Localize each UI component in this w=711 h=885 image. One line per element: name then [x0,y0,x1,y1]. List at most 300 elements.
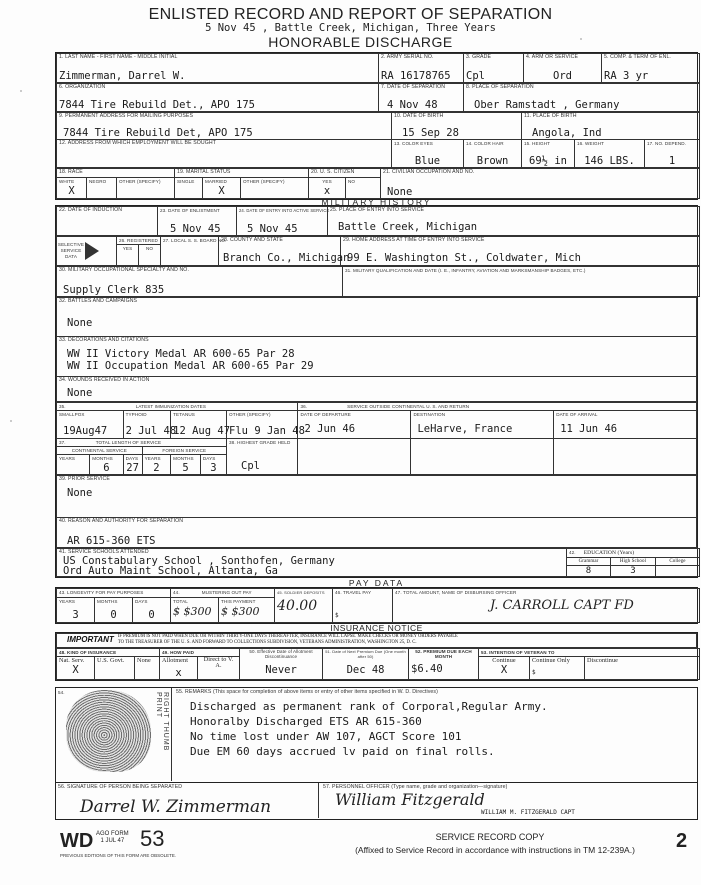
race-white-mark: X [68,184,75,197]
intention-discontinue [585,657,700,680]
race-other [117,177,175,198]
field-height [522,140,575,168]
service-outside-blank-3 [554,439,697,475]
label: YEARS [144,456,161,461]
label: 56. SIGNATURE OF PERSON BEING SEPARATED [58,784,183,790]
smallpox-value: 19Aug47 [63,425,108,437]
longevity-years [57,597,95,623]
scan-speck [20,90,22,92]
field-highest-grade [227,439,298,475]
separation-date-value: 4 Nov 48 [387,99,438,111]
field-grade [464,54,524,83]
insurance-us-govt [95,657,135,680]
soldier-deposits-value: 40.00 [277,598,318,614]
weight-value: 146 LBS. [584,155,635,167]
premium-due-value: $6.40 [411,663,443,675]
typhoid-value: 2 Jul 48 [125,425,177,437]
obsolete-notice: PREVIOUS EDITIONS OF THIS FORM ARE OBSOLETE. [60,853,177,858]
label: TOTAL [173,598,188,604]
copy-label: SERVICE RECORD COPY [435,832,545,842]
pay-data-heading: PAY DATA [348,578,405,588]
field-wounds [57,377,697,402]
mos-value: Supply Clerk 835 [63,284,165,296]
race-header [57,169,175,178]
field-hair [464,140,522,168]
remarks-line-3: No time lost under AW 107, AGCT Score 101 [190,730,462,743]
foreign-months-value: 5 [182,462,189,474]
label: OTHER (SPECIFY) [119,178,161,184]
field-travel-pay [333,589,393,623]
departure-value: 2 Jun 46 [304,423,356,435]
intention-continue [479,657,530,680]
grammar-value: 8 [585,566,592,576]
kind-insurance-header [57,649,160,657]
dependents-value: 1 [668,155,676,167]
label: 24. DATE OF ENTRY INTO ACTIVE SERVICE [239,208,330,213]
label: Allotment [162,657,189,664]
label: DATE OF DEPARTURE [300,412,351,417]
label: NO [348,178,356,184]
field-weight [575,140,645,168]
remarks-section [55,687,698,783]
how-paid-direct [198,657,240,680]
label: FOREIGN SERVICE [162,448,207,453]
field-soldier-deposits [275,589,333,623]
label: MONTHS [92,456,113,461]
field-departure [298,411,411,439]
label: 12. ADDRESS FROM WHICH EMPLOYMENT WILL BE SOUGHT [59,140,216,146]
label: 16. WEIGHT [577,141,605,146]
longevity-days-value: 0 [148,608,155,621]
label: 11. PLACE OF BIRTH [524,113,577,119]
foreign-header [142,447,226,455]
education-college [656,558,700,566]
registered-yes [117,245,139,266]
field-date-separation [379,84,464,112]
label: 3. GRADE [466,54,492,60]
hair-value: Brown [476,155,509,167]
field-destination [411,411,554,439]
continental-days [123,455,142,475]
field-premium-due [409,649,479,680]
label: WHITE [59,178,75,184]
label: MONTHS [97,598,118,604]
separation-place-value: Ober Ramstadt , Germany [474,99,620,111]
immunization-header [57,403,298,411]
label: 35. [59,404,66,409]
field-other-immunization [227,411,305,439]
other-immunization-value: Flu 9 Jan 48 [229,425,305,437]
arm-value: Ord [553,70,572,82]
important-label: IMPORTANT [67,635,114,644]
place-entry-value: Battle Creek, Michigan [338,221,478,233]
label: 33. DECORATIONS AND CITATIONS [59,337,149,343]
label: High School [619,559,647,564]
citizen-yes-mark: x [323,184,331,197]
citizen-no [346,177,381,198]
field-dependents [645,140,700,168]
label: 8. PLACE OF SEPARATION [466,84,534,90]
label: 17. NO. DEPEND. [647,141,687,146]
remarks-line-2: Honoralby Discharged ETS AR 615-360 [190,715,422,728]
mustering-total [171,597,219,623]
education-header [567,549,700,558]
label: Grammar [578,559,599,564]
ago-form-label [96,831,129,845]
field-effective-date [240,649,323,680]
home-address-value: 99 E. Washington St., Coldwater, Mich [347,252,581,264]
label: 13. COLOR EYES [394,141,433,146]
prior-service-value: None [67,487,93,499]
thumb-print-box [56,688,172,781]
mustering-header [171,589,275,598]
label: 43. LONGEVITY FOR PAY PURPOSES [59,590,144,595]
field-mos [57,267,343,297]
citizen-header [309,169,381,178]
field-active-service [237,207,328,236]
affixed-instructions: (Affixed to Service Record in accordance with instructions in TM 12-239A.) [355,845,635,855]
remarks-line-4: Due EM 60 days accrued lv paid on final rolls. [190,745,495,758]
service-school-2: Ord Auto Maint School, Altanta, Ga [63,565,278,577]
label: Nat. Serv. [59,657,85,664]
insurance-notice-line-1: IF PREMIUM IS NOT PAID WHEN DUE OR WITHIN THIRTY-ONE DAYS THEREAFTER, INSURANCE WILL LAPSE. MAKE CHECKS OR MONEY ORDERS PAYABLE [117,634,458,639]
label: OTHER (SPECIFY) [243,178,285,184]
decoration-1: WW II Victory Medal AR 600-65 Par 28 [67,348,295,360]
registered-header [117,237,161,245]
selective-service-label: SELECTIVE SERVICE DATA [57,241,85,259]
battles-value: None [67,317,93,329]
field-home-address [341,237,700,266]
pay-data-section [55,587,698,624]
label: YEARS [59,598,76,604]
label: 34. WOUNDS RECEIVED IN ACTION [59,377,150,383]
insurance-nat-serv [57,657,95,680]
label: YES [122,246,133,251]
marital-married [203,177,241,198]
next-premium-value: Dec 48 [346,664,385,676]
field-typhoid [123,411,177,439]
wounds-value: None [67,387,93,399]
grade-value: Cpl [466,70,485,82]
comp-value: RA 3 yr [604,70,649,82]
label: 23. DATE OF ENLISTMENT [160,208,220,213]
remarks-area [176,689,548,759]
label: 4. ARM OR SERVICE [526,54,579,60]
label: 36. [300,404,308,409]
label: SERVICE OUTSIDE CONTINENTAL U. S. AND RETURN [347,404,470,409]
thumb-print-label: RIGHT THUMB PRINT [155,692,169,752]
label: 50. Effective Date of Allotment Discontinuance [249,649,313,659]
hs-years [611,566,656,577]
label: EDUCATION (Years) [583,550,635,556]
label: OTHER (SPECIFY) [229,412,271,417]
service-outside-blank-1 [298,439,411,475]
field-eyes [392,140,464,168]
marital-other [241,177,309,198]
label: 26. REGISTERED [119,238,158,243]
label: 49. HOW PAID [162,650,195,655]
label: 7. DATE OF SEPARATION [381,84,446,90]
length-service-header [57,439,227,447]
service-outside-header [298,403,697,411]
separation-reason-value: AR 615-360 ETS [67,535,156,547]
label: DAYS [125,456,139,461]
continue-mark: X [500,664,508,676]
enlistment-value: 5 Nov 45 [170,223,221,235]
document-title: ENLISTED RECORD AND REPORT OF SEPARATION [148,6,553,23]
insurance-important-notice [57,634,697,648]
label: CONTINENTAL SERVICE [71,448,127,453]
effective-date-value: Never [265,664,297,676]
label: SINGLE [177,178,195,184]
longevity-months [95,597,133,623]
label: LATEST IMMUNIZATION DATES [135,404,206,409]
label: MARRIED [205,178,227,184]
name-value: Zimmerman, Darrel W. [59,70,186,82]
label: SMALLPOX [59,412,85,417]
intention-header [479,649,700,657]
college-years [656,566,700,577]
signature-section [55,782,698,820]
field-civilian-occupation [381,169,700,199]
form-series: WD [60,830,94,852]
label: NEGRO [89,178,107,184]
label: 31. MILITARY QUALIFICATION AND DATE (I. E., INFANTRY, AVIATION AND MARKSMANSHIP BADGES, ETC.) [345,268,586,273]
continue-only-value: $ [532,669,536,676]
label: 48. KIND OF INSURANCE [59,650,117,655]
field-service-schools [57,549,567,577]
foreign-years-value: 2 [153,462,160,474]
label: 15. HEIGHT [524,141,551,146]
label: 51. Date of Next Premium Due (One month after 50) [325,649,406,659]
label: Continue Only [532,657,570,664]
continental-months-value: 6 [103,462,110,474]
scan-speck [10,420,12,422]
military-history-section [55,205,698,578]
permanent-address-value: 7844 Tire Rebuild Det, APO 175 [63,127,253,139]
education-high-school [611,558,656,566]
continental-months [90,455,123,475]
label: None [137,657,151,664]
field-induction [57,207,158,236]
field-soldier-signature [56,783,319,818]
mustering-this-payment [219,597,275,623]
continental-header [57,447,143,455]
intention-continue-only [530,657,585,680]
label: Discontinue [587,657,619,664]
label: 38. HIGHEST GRADE HELD [229,440,291,445]
field-battles [57,298,697,337]
military-history-heading: MILITARY HISTORY [321,197,432,207]
label: 27. LOCAL S. S. BOARD NO. [163,238,227,243]
arrow-right-icon [85,242,99,260]
continental-years [57,455,90,475]
insurance-section [55,632,698,681]
field-employment-address [57,140,392,168]
serial-value: RA 16178765 [381,70,451,82]
field-county-state [219,237,350,266]
field-place-entry [328,207,700,236]
label: 10. DATE OF BIRTH [394,113,444,119]
label: NO [145,246,154,251]
longevity-header [57,589,171,598]
marital-single [175,177,203,198]
insurance-notice-line-2: TO THE TREASURER OF THE U. S. AND FORWARD TO COLLECTIONS SUBDIVISION, VETERANS ADMINISTRATION, WASHINGTON 25, D. C. [117,639,417,645]
nat-serv-mark: X [72,664,79,676]
county-state-value: Branch Co., Michigan [223,252,350,264]
label: 53. INTENTION OF VETERAN TO [481,650,555,655]
label: 28. COUNTY AND STATE [221,237,283,243]
field-name [57,54,379,83]
foreign-days-value: 3 [210,462,217,474]
officer-signature: William Fitzgerald [335,790,485,809]
remarks-line-1: Discharged as permanent rank of Corporal,Regular Army. [190,700,548,713]
label: U.S. Govt. [97,657,125,664]
allotment-mark: x [175,667,182,679]
label: TYPHOID [125,412,147,417]
label: 52. PREMIUM DUE EACH MONTH [415,649,472,659]
arrival-value: 11 Jun 46 [560,423,618,435]
label: TOTAL LENGTH OF SERVICE [95,440,162,445]
longevity-days [133,597,171,623]
field-permanent-address [57,113,392,140]
travel-pay-value: $ [335,612,339,619]
insurance-notice-heading: INSURANCE NOTICE [330,623,423,633]
decoration-2: WW II Occupation Medal AR 600-65 Par 29 [67,360,314,372]
label: YES [322,178,332,184]
marital-header [175,169,309,178]
label: 6. ORGANIZATION [59,84,106,90]
citizen-yes [309,177,346,198]
married-mark: X [218,184,225,197]
label: 9. PERMANENT ADDRESS FOR MAILING PURPOSES [59,113,194,119]
height-value: 69½ in [529,155,567,167]
label: DATE OF ARRIVAL [556,412,598,417]
registered-no [139,245,161,266]
destination-value: LeHarve, France [417,423,513,435]
service-outside-blank-2 [411,439,554,475]
field-comp [602,54,700,83]
field-personnel-officer [321,783,691,818]
continental-days-value: 27 [126,462,139,474]
personal-data-section [55,52,698,200]
field-date-birth [392,113,522,140]
this-payment-value: $ $300 [221,604,260,618]
field-arm [524,54,602,83]
insurance-none [135,657,160,680]
form-number: 53 [140,826,165,851]
field-disbursing-officer [393,589,700,623]
typed-enlistment-line: 5 Nov 45 , Battle Creek, Michigan, Three Years [205,22,496,34]
selective-service-data [57,237,117,266]
highest-grade-value: Cpl [241,460,260,472]
label: 19. MARITAL STATUS [177,169,231,175]
field-place-separation [464,84,700,112]
label: TETANUS [173,412,195,417]
field-local-board [161,237,227,266]
civilian-occupation-value: None [387,186,413,198]
label: MONTHS [173,456,194,461]
label: AGO FORM [96,831,129,837]
label: Continue [492,657,516,664]
grammar-years [567,566,611,577]
label: 42. [569,550,576,555]
field-prior-service [57,476,697,518]
birth-place-value: Angola, Ind [532,127,602,139]
label: 46. TRAVEL PAY [335,590,372,595]
foreign-days [200,455,226,475]
label: 1. LAST NAME - FIRST NAME - MIDDLE INITIAL [59,54,178,60]
field-next-premium [323,649,409,680]
label: 29. HOME ADDRESS AT TIME OF ENTRY INTO SERVICE [343,237,485,243]
field-organization [57,84,379,112]
discharge-type: HONORABLE DISCHARGE [268,34,453,50]
field-arrival [554,411,697,439]
high-school-value: 3 [630,566,636,576]
label: 32. BATTLES AND CAMPAIGNS [59,298,138,304]
how-paid-allotment [160,657,198,680]
race-white [57,177,87,198]
foreign-years [142,455,171,475]
label: 30. MILITARY OCCUPATIONAL SPECIALTY AND NO. [59,267,189,273]
label: 20. U. S. CITIZEN [311,169,355,175]
thumbprint-image [66,690,151,772]
disbursing-officer-value: J. CARROLL CAPT FD [490,598,634,613]
field-tetanus [171,411,231,439]
mustering-total-value: $ $300 [173,604,212,618]
label: THIS PAYMENT [221,598,256,604]
field-enlistment [158,207,237,236]
label: 5. COMP. & TERM OF ENL. [604,54,671,60]
label: 47. TOTAL AMOUNT, NAME OF DISBURSING OFFICER [395,590,517,595]
form-date: 1 JUL 47 [100,838,125,844]
label: 40. REASON AND AUTHORITY FOR SEPARATION [59,518,184,524]
field-decorations [57,337,697,377]
soldier-signature: Darrel W. Zimmerman [80,797,272,817]
race-negro [87,177,117,198]
label: 18. RACE [59,169,83,175]
field-serial [379,54,464,83]
label: DAYS [135,598,148,604]
label: DESTINATION [413,412,446,417]
birth-date-value: 15 Sep 28 [402,127,459,139]
label: DAYS [202,456,216,461]
eyes-value: Blue [414,155,441,167]
label: 44. [173,590,180,595]
longevity-months-value: 0 [110,608,117,621]
label: 21. CIVILIAN OCCUPATION AND NO. [383,169,475,175]
field-place-birth [522,113,700,140]
organization-value: 7844 Tire Rebuild Det., APO 175 [59,99,255,111]
field-qualification [343,267,700,297]
education-grammar [567,558,611,566]
label: YEARS [59,456,76,461]
page-number: 2 [676,830,688,852]
label: 39. PRIOR SERVICE [59,476,110,482]
field-smallpox [57,411,124,439]
officer-typed-name: WILLIAM M. FITZGERALD CAPT [481,809,575,816]
label: 41. SERVICE SCHOOLS ATTENDED [59,549,149,555]
label: College [669,559,686,564]
label: 57. PERSONNEL OFFICER (Type name, grade and organization—signature) [323,784,508,790]
label: 22. DATE OF INDUCTION [59,207,123,213]
label: 45. SOLDIER DEPOSITS [277,590,325,595]
label: 54. [58,690,65,695]
label: 14. COLOR HAIR [466,141,504,146]
longevity-years-value: 3 [72,608,79,621]
label: MUSTERING OUT PAY [201,590,252,595]
label: 2. ARMY SERIAL NO. [381,54,434,60]
